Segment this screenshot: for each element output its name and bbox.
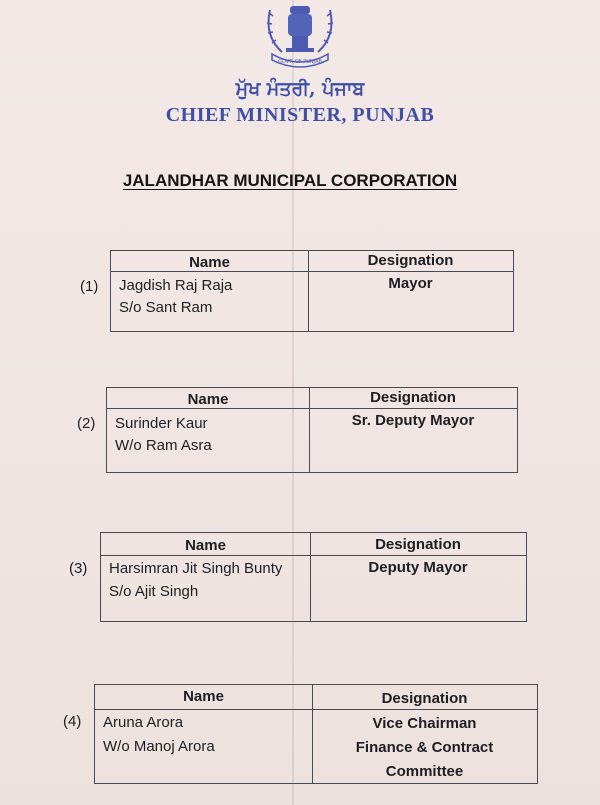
designation-line-3: Committee (385, 763, 464, 780)
state-emblem-icon (258, 0, 342, 70)
designation-header: Designation (367, 252, 454, 269)
name-header: Name (187, 391, 229, 408)
designation-header: Designation (375, 536, 461, 553)
entry-table (110, 250, 514, 332)
entry-table (100, 532, 527, 622)
chief-minister-title: CHIEF MINISTER, PUNJAB (165, 104, 435, 126)
name-header: Name (185, 537, 226, 554)
person-name: Aruna Arora (103, 714, 184, 731)
person-relation: S/o Ajit Singh (109, 583, 199, 600)
entry-number: (2) (77, 415, 96, 432)
entry-table (94, 684, 538, 784)
entry-number: (4) (63, 713, 82, 730)
corporation-heading: JALANDHAR MUNICIPAL CORPORATION (122, 171, 458, 190)
person-relation: W/o Ram Asra (115, 437, 212, 454)
emblem-caption: GOVT. OF PUNJAB (278, 59, 322, 65)
person-name: Harsimran Jit Singh Bunty (109, 560, 283, 577)
person-relation: W/o Manoj Arora (103, 738, 215, 755)
entry-number: (1) (80, 278, 99, 295)
designation: Deputy Mayor (368, 559, 468, 576)
person-name: Jagdish Raj Raja (119, 277, 233, 294)
designation: Sr. Deputy Mayor (351, 412, 475, 429)
designation-header: Designation (381, 690, 468, 707)
person-relation: S/o Sant Ram (119, 299, 213, 316)
designation-line-2: Finance & Contract (355, 739, 494, 756)
entry-number: (3) (69, 560, 88, 577)
name-header: Name (189, 254, 230, 271)
person-name: Surinder Kaur (115, 415, 208, 432)
designation-header: Designation (370, 389, 456, 406)
entry-table (106, 387, 518, 473)
designation: Mayor (388, 275, 433, 292)
designation-line-1: Vice Chairman (372, 715, 477, 732)
punjabi-title: ਮੁੱਖ ਮੰਤਰੀ, ਪੰਜਾਬ (235, 78, 365, 100)
name-header: Name (183, 688, 224, 705)
